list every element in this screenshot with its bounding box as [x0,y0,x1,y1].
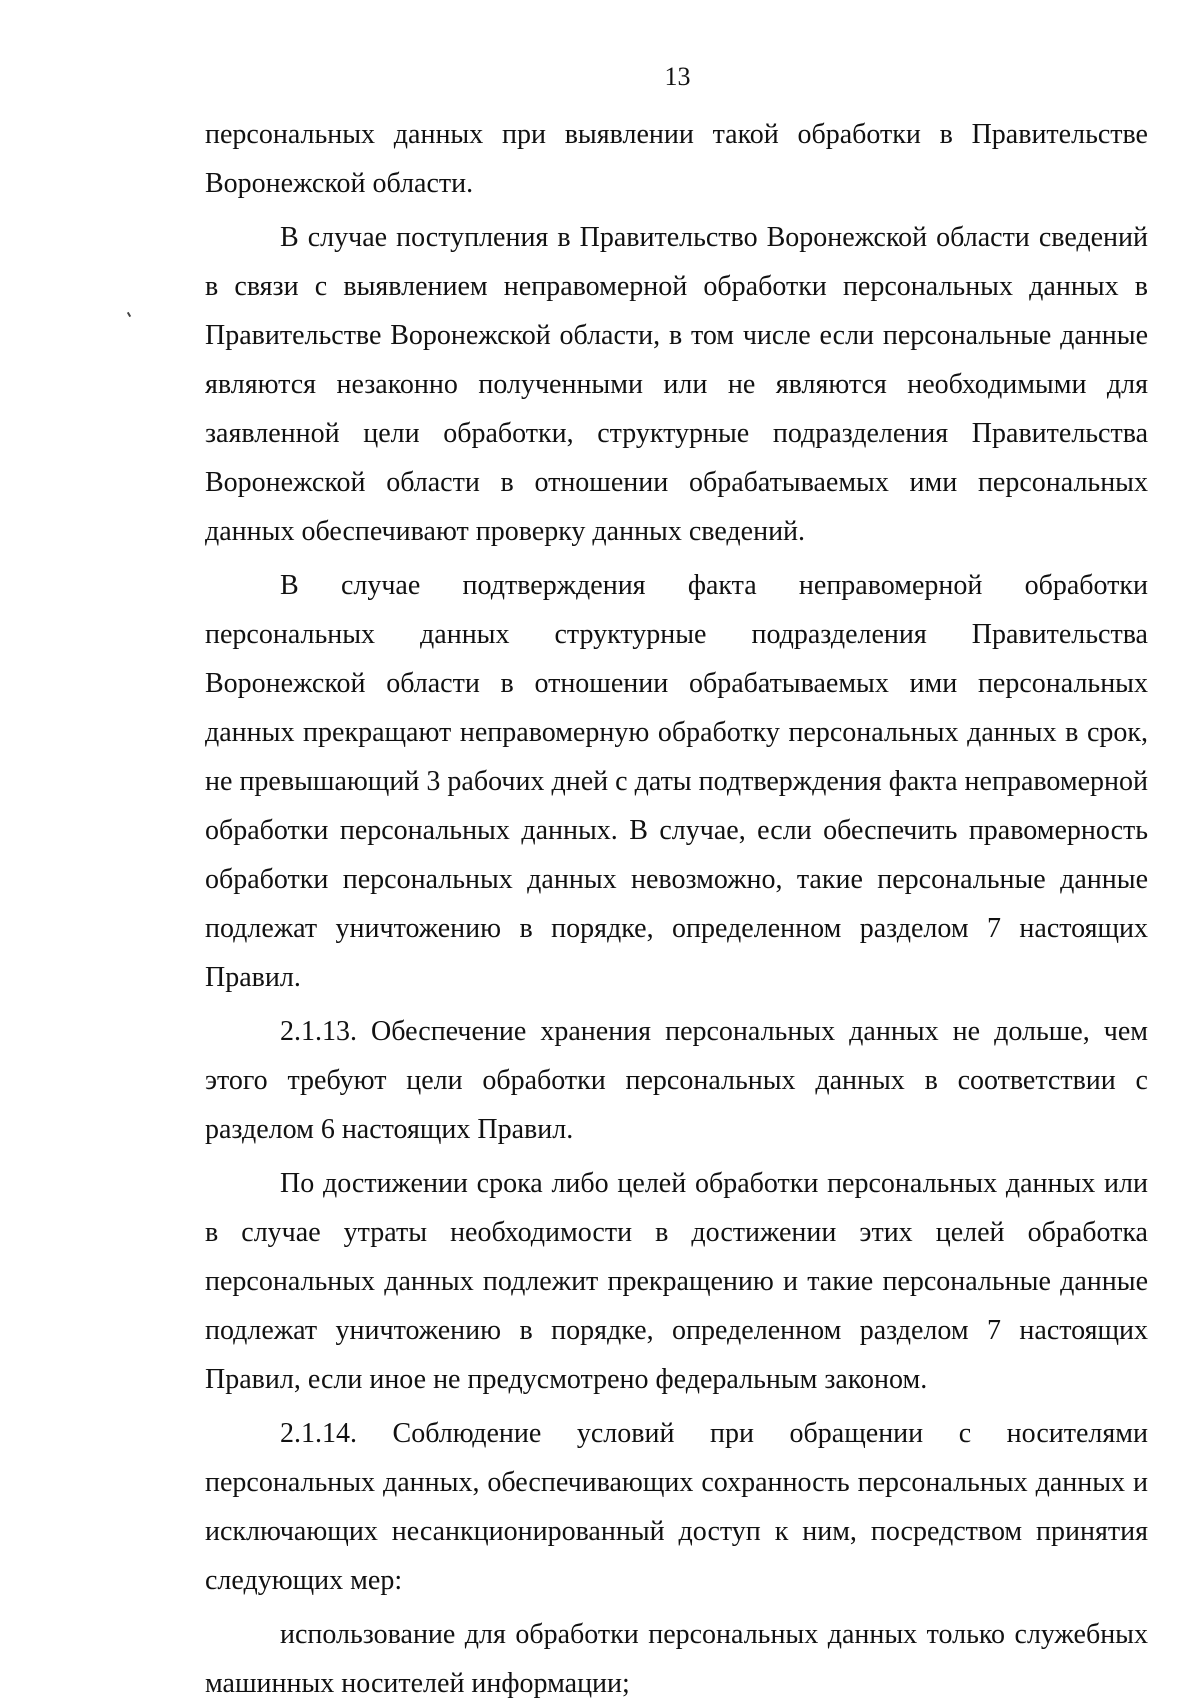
paragraph: использование для обработки персональных данных только служебных машинных носителей информации; [205,1619,1148,1699]
paragraph: По достижении срока либо целей обработки персональных данных или в случае утраты необходимости в достижении этих целей обработка персональных данных подлежит прекращению и такие персональные данные подлежат уничтожению в порядке, определенном разделом 7 настоящих Правил, если иное не предусмотрено федеральным законом. [205,1168,1148,1395]
paragraph-clause-2-1-13: 2.1.13. Обеспечение хранения персональных данных не дольше, чем этого требуют цели обработки персональных данных в соответствии с разделом 6 настоящих Правил. [205,1016,1148,1145]
document-body [205,110,1148,1708]
paragraph-clause-2-1-14: 2.1.14. Соблюдение условий при обращении с носителями персональных данных, обеспечивающих сохранность персональных данных и исключающих несанкционированный доступ к ним, посредством принятия следующих мер: [205,1418,1148,1596]
paragraph: В случае подтверждения факта неправомерной обработки персональных данных структурные подразделения Правительства Воронежской области в отношении обрабатываемых ими персональных данных прекращают неправомерную обработку персональных данных в срок, не превышающий 3 рабочих дней с даты подтверждения факта неправомерной обработки персональных данных. В случае, если обеспечить правомерность обработки персональных данных невозможно, такие персональные данные подлежат уничтожению в порядке, определенном разделом 7 настоящих Правил. [205,570,1148,993]
page-number: 13 [664,62,691,91]
paragraph: В случае поступления в Правительство Воронежской области сведений в связи с выявлением неправомерной обработки персональных данных в Правительстве Воронежской области, в том числе если персональные данные являются незаконно полученными или не являются необходимыми для заявленной цели обработки, структурные подразделения Правительства Воронежской области в отношении обрабатываемых ими персональных данных обеспечивают проверку данных сведений. [205,222,1148,547]
scan-speck [127,312,131,317]
paragraph-continuation: персональных данных при выявлении такой обработки в Правительстве Воронежской области. [205,119,1148,199]
